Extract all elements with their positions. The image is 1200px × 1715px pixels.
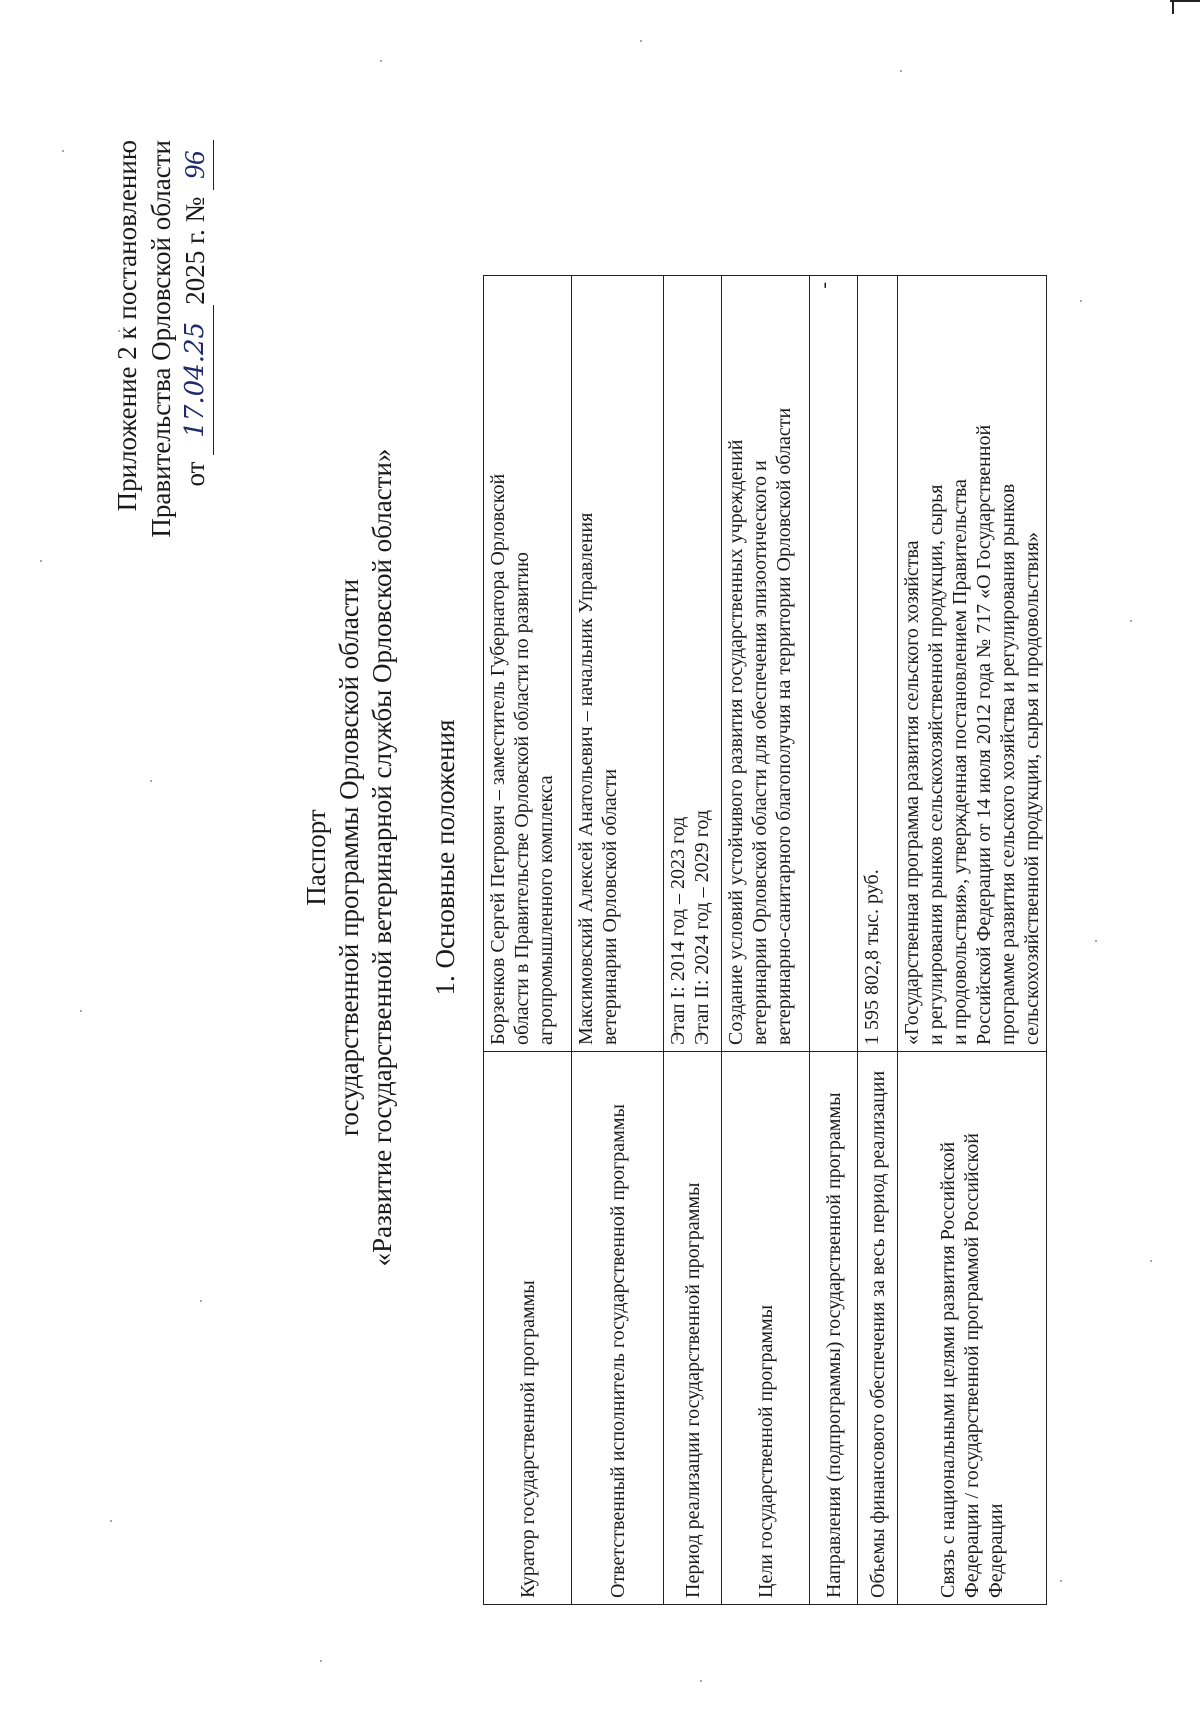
row-value-line: Российской Федерации от 14 июля 2012 года № 717 «О Государственной	[973, 424, 995, 1045]
handwritten-number: 96	[179, 140, 214, 190]
date-prefix: от	[180, 461, 210, 487]
row-label: Период реализации государственной программы	[664, 1052, 722, 1605]
passport-table	[483, 275, 1047, 1605]
table-row	[484, 276, 572, 1605]
row-value-line: сельскохозяйственной продукции, сырья и продовольствия»	[1021, 531, 1043, 1045]
table-row	[858, 276, 898, 1605]
date-year: 2025 г. №	[180, 196, 210, 305]
row-value-line: области в Правительстве Орловской области по развитию	[511, 552, 533, 1045]
row-value-line: 1 595 802,8 тыс. руб.	[861, 869, 883, 1045]
handwritten-date-text: 17.04.25	[180, 321, 210, 438]
document-title	[300, 0, 399, 1715]
row-value	[664, 276, 722, 1052]
row-label: Объемы финансового обеспечения за весь период реализации	[858, 1052, 898, 1605]
row-value-line: ветеринарно-санитарного благополучия на территории Орловской области	[773, 407, 795, 1045]
title-line-1: Паспорт	[301, 809, 331, 906]
appendix-line-2: Правительства Орловской области	[146, 140, 176, 538]
table-row	[898, 276, 1047, 1605]
row-value-line: Максимовский Алексей Анатольевич – начальник Управления	[575, 512, 597, 1045]
section-heading: 1. Основные положения	[430, 719, 460, 996]
passport-table-body	[484, 276, 1047, 1605]
appendix-line-1: Приложение 2 к постановлению	[112, 140, 142, 512]
table-row	[572, 276, 664, 1605]
row-value-line: программе развития сельского хозяйства и регулирования рынков	[997, 483, 1019, 1045]
appendix-header	[110, 140, 214, 538]
row-label: Куратор государственной программы	[484, 1052, 572, 1605]
row-value-line: -	[813, 282, 835, 289]
appendix-date-line	[178, 140, 214, 538]
title-line-2: государственной программы Орловской области	[334, 578, 364, 1137]
row-value-line: Этап I: 2014 год – 2023 год	[667, 816, 689, 1045]
row-value-line: Этап II: 2024 год – 2029 год	[691, 810, 713, 1045]
table-row	[664, 276, 722, 1605]
row-value-line: Борзенков Сергей Петрович – заместитель Губернатора Орловской	[487, 473, 509, 1045]
table-row	[722, 276, 810, 1605]
row-value	[858, 276, 898, 1052]
row-label: Ответственный исполнитель государственной программы	[572, 1052, 664, 1605]
row-value	[484, 276, 572, 1052]
row-value	[898, 276, 1047, 1052]
row-value-line: ветеринарии Орловской области для обеспечения эпизоотического и	[749, 460, 771, 1045]
handwritten-date	[180, 305, 214, 455]
row-label: Цели государственной программы	[722, 1052, 810, 1605]
row-value-line: «Государственная программа развития сельского хозяйства	[901, 540, 923, 1045]
row-value	[810, 276, 858, 1052]
row-value-line: и регулирования рынков сельскохозяйственной продукции, сырья	[925, 484, 947, 1045]
row-value-line: ветеринарии Орловской области	[599, 768, 621, 1045]
table-row	[810, 276, 858, 1605]
row-label: Направления (подпрограммы) государственной программы	[810, 1052, 858, 1605]
row-value-line: и продовольствия», утвержденная постановлением Правительства	[949, 479, 971, 1045]
row-value-line: Создание условий устойчивого развития государственных учреждений	[725, 439, 747, 1045]
row-value-line: агропромышленного комплекса	[535, 775, 557, 1045]
row-value	[572, 276, 664, 1052]
title-line-3: «Развитие государственной ветеринарной службы Орловской области»	[367, 448, 397, 1267]
row-value	[722, 276, 810, 1052]
row-label: Связь с национальными целями развития Российской Федерации / государственной программой Российской Федерации	[898, 1052, 1047, 1605]
